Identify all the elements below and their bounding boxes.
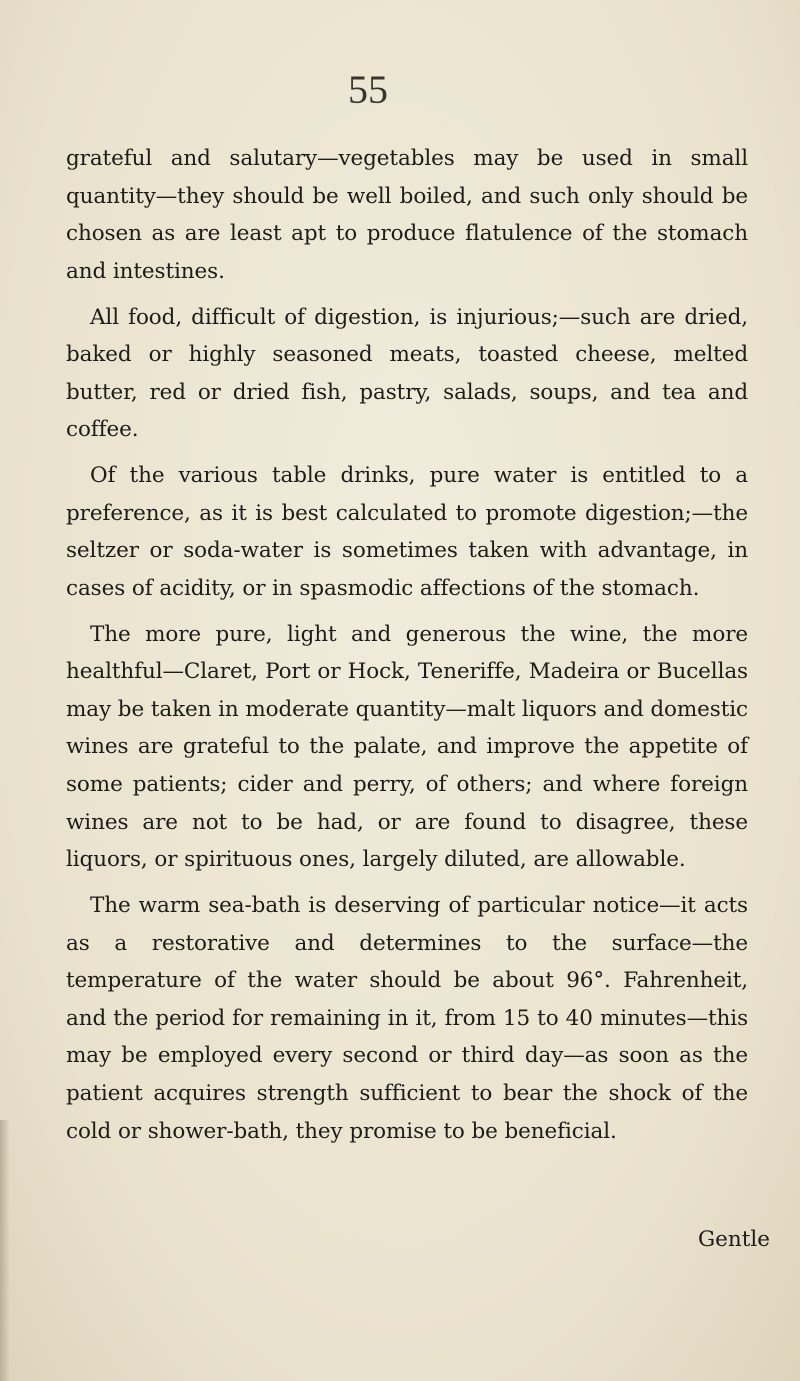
binding-shadow [0, 1120, 10, 1381]
page-number: 55 [348, 67, 388, 112]
paragraph-wine: The more pure, light and generous the wine, the more healthful—Claret, Port or Hock, Teneriffe, Madeira or Bucellas may be taken in moderate quantity—malt liquors and domestic wines are grateful to the palate, and improve the appetite of some patients; cider and perry, of others; and where foreign wines are not to be had, or are found to disagree, these liquors, or spirituous ones, largely diluted, are allowable. [66, 621, 748, 873]
paragraph-sea-bath: The warm sea-bath is deserving of particular notice—it acts as a restorative and determines to the surface—the temperature of the water should be about 96°. Fahrenheit, and the period for remaining in it, from 15 to 40 minutes—this may be employed every second or third day—as soon as the patient acquires strength sufficient to bear the shock of the cold or shower-bath, they promise to be beneficial. [66, 892, 748, 1144]
body-text [66, 140, 748, 1158]
catchword: Gentle [698, 1227, 770, 1252]
paragraph-vegetables: grateful and salutary—vegetables may be used in small quantity—they should be well boiled, and such only should be chosen as are least apt to produce flatulence of the stomach and intestines. [66, 146, 748, 284]
paragraph-food: All food, difficult of digestion, is injurious;—such are dried, baked or highly seasoned meats, toasted cheese, melted butter, red or dried fish, pastry, salads, soups, and tea and coffee. [66, 304, 748, 443]
paragraph-drinks: Of the various table drinks, pure water is entitled to a preference, as it is best calculated to promote digestion;—the seltzer or soda-water is sometimes taken with advantage, in cases of acidity, or in spasmodic affections of the stomach. [66, 463, 748, 601]
